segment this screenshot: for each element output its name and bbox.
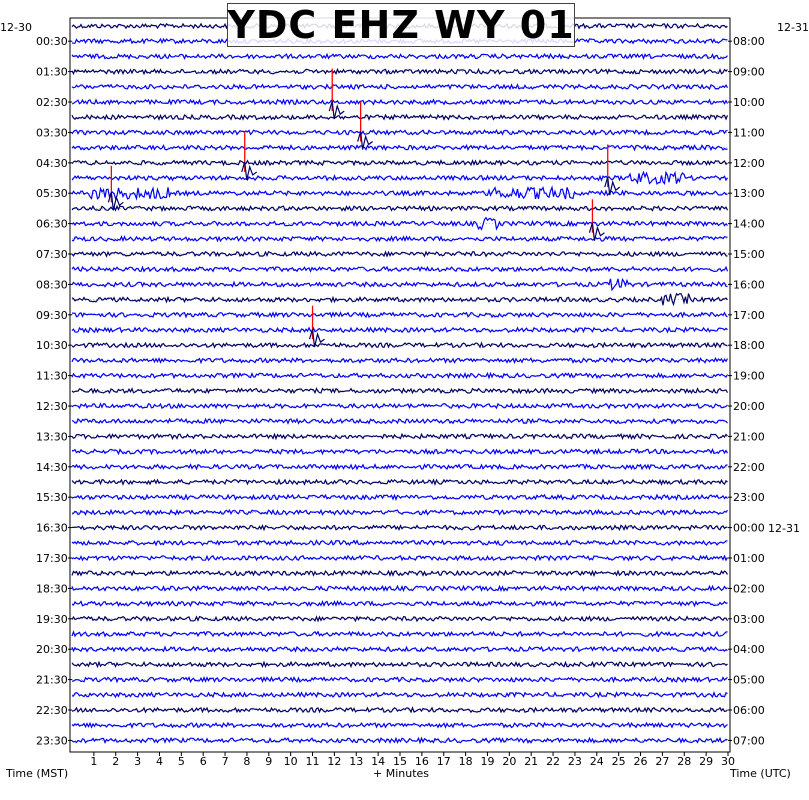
left-time-label: 10:30: [36, 339, 68, 353]
seismic-trace-row: [72, 525, 728, 529]
left-time-label: 15:30: [36, 491, 68, 505]
x-tick-label: 27: [655, 755, 670, 768]
corner-date-left: 12-30: [0, 21, 32, 34]
x-tick-label: 26: [633, 755, 648, 768]
right-time-label: 14:00: [733, 217, 765, 231]
x-tick-label: 24: [589, 755, 604, 768]
left-time-label: 19:30: [36, 612, 68, 626]
right-time-label: 03:00: [733, 612, 765, 626]
seismic-trace-row: [72, 738, 728, 742]
x-tick-label: 6: [199, 755, 207, 768]
x-tick-label: 13: [349, 755, 364, 768]
right-ticks-layer: [728, 35, 765, 747]
x-tick-label: 19: [480, 755, 495, 768]
right-time-label: 01:00: [733, 552, 765, 565]
left-time-label: 17:30: [36, 552, 68, 565]
seismic-trace-row: [72, 313, 728, 317]
seismic-trace-row: [72, 343, 728, 347]
seismic-trace-row: [72, 404, 728, 408]
right-time-label: 09:00: [733, 65, 765, 79]
x-tick-label: 22: [546, 755, 561, 768]
x-tick-label: 1: [90, 755, 98, 768]
right-time-label: 15:00: [733, 248, 765, 261]
seismic-trace-row: [72, 465, 728, 469]
right-time-label: 08:00: [733, 35, 765, 49]
traces-layer: [72, 24, 728, 743]
x-tick-label: 7: [221, 755, 229, 768]
right-time-label: 00:00: [733, 521, 765, 535]
seismic-trace-row: [72, 723, 728, 727]
seismic-trace-row: [72, 161, 728, 165]
x-tick-label: 9: [265, 755, 273, 768]
right-time-label: 18:00: [733, 339, 765, 353]
left-time-label: 00:30: [36, 35, 68, 49]
seismic-trace-row: [72, 85, 728, 89]
right-axis-title: Time (UTC): [730, 767, 791, 780]
left-time-label: 02:30: [36, 96, 68, 109]
x-tick-label: 5: [177, 755, 185, 768]
seismic-trace-row: [72, 495, 728, 499]
left-axis-title: Time (MST): [6, 767, 69, 780]
x-tick-label: 18: [458, 755, 473, 768]
left-time-label: 21:30: [36, 673, 68, 687]
right-time-label: 06:00: [733, 704, 765, 717]
x-tick-label: 4: [155, 755, 163, 768]
seismic-trace-row: [72, 480, 728, 484]
left-time-label: 04:30: [36, 156, 68, 170]
x-tick-label: 14: [371, 755, 386, 768]
x-tick-label: 17: [436, 755, 451, 768]
x-axis-title: + Minutes: [373, 767, 430, 780]
seismic-trace-row: [72, 218, 728, 230]
left-time-label: 01:30: [36, 65, 68, 79]
right-time-label: 11:00: [733, 126, 765, 140]
seismic-trace-row: [72, 708, 728, 712]
right-time-label: 10:00: [733, 96, 765, 109]
x-ticks-layer: [90, 752, 735, 768]
right-time-label: 04:00: [733, 643, 765, 657]
left-time-label: 11:30: [36, 369, 68, 383]
seismic-trace-row: [72, 693, 728, 697]
seismic-trace-row: [72, 54, 728, 58]
x-tick-label: 2: [112, 755, 120, 768]
x-tick-label: 28: [677, 755, 692, 768]
x-tick-label: 12: [327, 755, 342, 768]
x-tick-label: 3: [134, 755, 142, 768]
x-tick-label: 25: [611, 755, 626, 768]
seismic-trace-row: [72, 601, 728, 605]
corner-date-right: 12-31: [777, 21, 809, 34]
right-time-label: 22:00: [733, 460, 765, 474]
seismic-trace-row: [72, 647, 728, 651]
seismic-trace-row: [72, 237, 728, 241]
left-time-label: 06:30: [36, 217, 68, 231]
left-time-label: 18:30: [36, 582, 68, 596]
x-tick-label: 16: [414, 755, 429, 768]
x-tick-label: 23: [567, 755, 582, 768]
left-time-label: 03:30: [36, 126, 68, 140]
right-time-label: 16:00: [733, 278, 765, 292]
left-time-label: 07:30: [36, 248, 68, 261]
seismic-trace-row: [72, 510, 728, 514]
seismic-trace-row: [72, 69, 728, 73]
seismic-trace-row: [72, 617, 728, 621]
x-tick-label: 8: [243, 755, 251, 768]
left-time-label: 08:30: [36, 278, 68, 292]
x-tick-label: 21: [524, 755, 539, 768]
right-time-label: 19:00: [733, 369, 765, 383]
left-time-label: 05:30: [36, 187, 68, 201]
right-time-label: 21:00: [733, 430, 765, 444]
right-time-label: 13:00: [733, 187, 765, 201]
right-time-label: 07:00: [733, 734, 765, 748]
right-time-label: 02:00: [733, 582, 765, 596]
right-time-label: 12:00: [733, 156, 765, 170]
left-time-label: 23:30: [36, 734, 68, 748]
seismic-trace-row: [72, 100, 728, 104]
left-time-label: 14:30: [36, 460, 68, 474]
seismic-trace-row: [72, 541, 728, 545]
right-time-label: 20:00: [733, 400, 765, 413]
seismic-trace-row: [72, 358, 728, 362]
right-time-label: 23:00: [733, 491, 765, 505]
right-time-label: 05:00: [733, 673, 765, 687]
x-tick-label: 30: [721, 755, 735, 768]
seismic-trace-row: [72, 115, 728, 119]
seismic-trace-row: [72, 252, 728, 256]
x-tick-label: 11: [305, 755, 320, 768]
title-box: [227, 3, 575, 47]
right-time-label: 17:00: [733, 308, 765, 322]
x-tick-label: 29: [699, 755, 714, 768]
date-change-label: 12-31: [768, 522, 800, 535]
x-tick-label: 20: [502, 755, 517, 768]
left-time-label: 13:30: [36, 430, 68, 444]
x-tick-label: 10: [283, 755, 298, 768]
plot-frame: [70, 18, 730, 752]
x-tick-label: 15: [393, 755, 407, 768]
chart-title: YDC EHZ WY 01: [227, 3, 575, 47]
left-time-label: 22:30: [36, 704, 68, 717]
left-time-label: 20:30: [36, 643, 68, 657]
left-ticks-layer: [36, 35, 72, 747]
left-time-label: 16:30: [36, 521, 68, 535]
left-time-label: 09:30: [36, 308, 68, 322]
seismic-trace-row: [72, 632, 728, 636]
left-time-label: 12:30: [36, 400, 68, 413]
